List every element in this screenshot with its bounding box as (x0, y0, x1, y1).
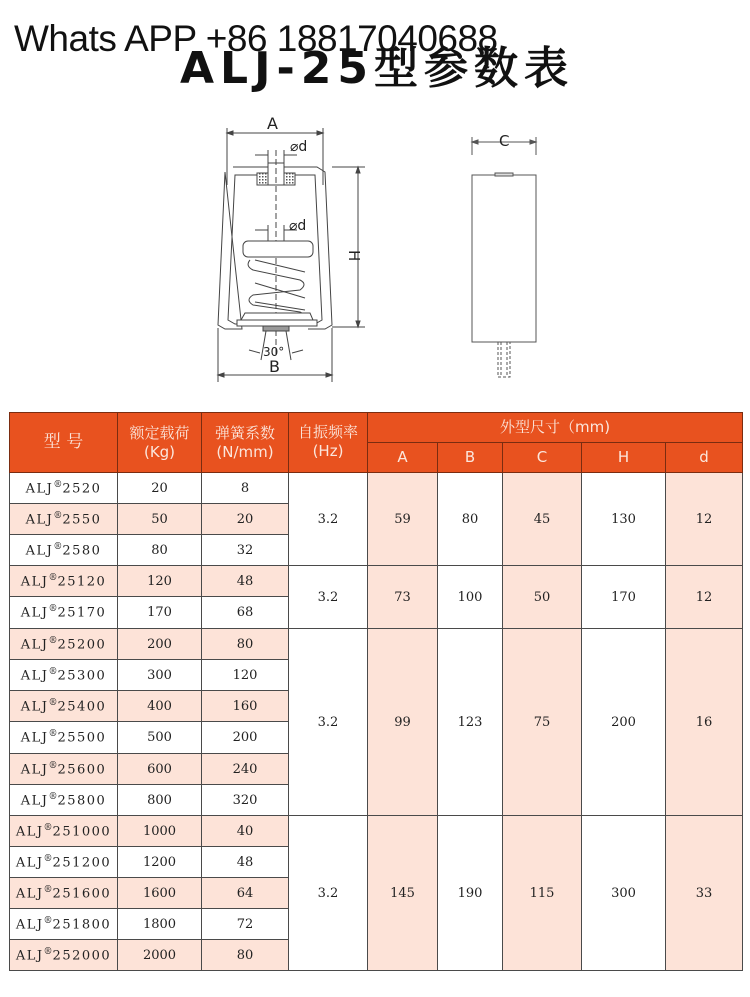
side-view-drawing (465, 125, 545, 385)
spring-rate-cell: 72 (202, 909, 289, 940)
rated-load-cell: 20 (118, 473, 202, 504)
dim-label-d-mid: ⌀d (289, 218, 307, 234)
page-title: ALJ-25型参数表 (180, 43, 574, 94)
registered-mark: ® (43, 915, 53, 926)
model-prefix: ALJ (15, 855, 44, 871)
natural-freq-cell: 3.2 (289, 473, 368, 566)
registered-mark: ® (43, 853, 53, 864)
whatsapp-contact-watermark: Whats APP +86 18817040688 (14, 18, 498, 59)
header-spring-rate (202, 413, 289, 473)
model-prefix: ALJ (15, 886, 44, 902)
model-cell (10, 691, 118, 722)
header-dim-d: d (666, 443, 743, 473)
spring-rate-cell: 120 (202, 660, 289, 691)
model-cell (10, 816, 118, 847)
dim-d-cell: 33 (666, 816, 743, 971)
table-row (10, 473, 743, 504)
model-prefix: ALJ (20, 730, 49, 746)
page-title-clipped (150, 43, 610, 94)
dim-b-cell: 190 (438, 816, 503, 971)
model-number: 25800 (57, 793, 107, 809)
model-number: 25120 (57, 574, 107, 590)
registered-mark: ® (53, 510, 63, 521)
model-number: 25200 (57, 637, 107, 653)
header-natural-freq (289, 413, 368, 473)
rated-load-cell: 2000 (118, 940, 202, 971)
header-spring-rate-label: 弹簧系数 (214, 423, 275, 442)
registered-mark: ® (48, 604, 58, 615)
model-cell (10, 473, 118, 504)
dim-a-cell: 59 (368, 473, 438, 566)
registered-mark: ® (48, 697, 58, 708)
spring-rate-cell: 320 (202, 785, 289, 816)
model-number: 251200 (52, 855, 112, 871)
front-view-drawing (205, 110, 370, 385)
dim-b-cell: 100 (438, 566, 503, 629)
dim-h-cell: 130 (582, 473, 666, 566)
model-number: 251800 (52, 917, 112, 933)
model-prefix: ALJ (20, 793, 49, 809)
spring-rate-cell: 64 (202, 878, 289, 909)
model-prefix: ALJ (20, 574, 49, 590)
rated-load-cell: 170 (118, 597, 202, 629)
header-dim-a: A (368, 443, 438, 473)
dim-label-d-top: ⌀d (290, 139, 308, 155)
model-prefix: ALJ (25, 543, 54, 559)
model-cell (10, 785, 118, 816)
dim-c-cell: 45 (503, 473, 582, 566)
registered-mark: ® (48, 760, 58, 771)
model-number: 252000 (52, 948, 112, 964)
natural-freq-cell: 3.2 (289, 816, 368, 971)
dim-a-cell: 99 (368, 629, 438, 816)
model-number: 25600 (57, 762, 107, 778)
spring-rate-cell: 240 (202, 754, 289, 785)
rated-load-cell: 200 (118, 629, 202, 660)
table-row (10, 816, 743, 847)
header-dim-b: B (438, 443, 503, 473)
model-cell (10, 566, 118, 597)
spring-rate-cell: 48 (202, 566, 289, 597)
registered-mark: ® (48, 666, 58, 677)
dim-label-c: C (499, 132, 510, 150)
model-prefix: ALJ (15, 917, 44, 933)
spring-rate-cell: 20 (202, 504, 289, 535)
rated-load-cell: 1600 (118, 878, 202, 909)
table-row (10, 629, 743, 660)
spring-rate-cell: 40 (202, 816, 289, 847)
dim-d-cell: 16 (666, 629, 743, 816)
model-prefix: ALJ (20, 699, 49, 715)
dim-c-cell: 75 (503, 629, 582, 816)
registered-mark: ® (48, 729, 58, 740)
spring-rate-cell: 80 (202, 629, 289, 660)
model-prefix: ALJ (20, 637, 49, 653)
dim-c-cell: 50 (503, 566, 582, 629)
dim-b-cell: 80 (438, 473, 503, 566)
spring-rate-cell: 8 (202, 473, 289, 504)
registered-mark: ® (48, 791, 58, 802)
spring-rate-cell: 32 (202, 535, 289, 566)
model-cell (10, 754, 118, 785)
model-prefix: ALJ (25, 481, 54, 497)
registered-mark: ® (48, 572, 58, 583)
model-prefix: ALJ (20, 762, 49, 778)
rated-load-cell: 120 (118, 566, 202, 597)
model-number: 25500 (57, 730, 107, 746)
spec-table (9, 412, 743, 971)
model-number: 25300 (57, 668, 107, 684)
model-cell (10, 847, 118, 878)
dim-a-cell: 73 (368, 566, 438, 629)
rated-load-cell: 600 (118, 754, 202, 785)
header-dim-c: C (503, 443, 582, 473)
header-rated-load-label: 额定载荷 (129, 423, 190, 442)
rated-load-cell: 800 (118, 785, 202, 816)
natural-freq-cell: 3.2 (289, 629, 368, 816)
spring-rate-cell: 80 (202, 940, 289, 971)
model-number: 251000 (52, 824, 112, 840)
spring-rate-cell: 48 (202, 847, 289, 878)
model-number: 251600 (52, 886, 112, 902)
dim-c-cell: 115 (503, 816, 582, 971)
dim-h-cell: 200 (582, 629, 666, 816)
rated-load-cell: 300 (118, 660, 202, 691)
model-cell (10, 504, 118, 535)
registered-mark: ® (48, 635, 58, 646)
model-prefix: ALJ (15, 948, 44, 964)
header-rated-load (118, 413, 202, 473)
registered-mark: ® (53, 479, 63, 490)
header-natural-freq-unit: (Hz) (312, 442, 344, 460)
dim-label-h: H (345, 250, 363, 262)
dim-b-cell: 123 (438, 629, 503, 816)
rated-load-cell: 50 (118, 504, 202, 535)
model-cell (10, 940, 118, 971)
dim-d-cell: 12 (666, 566, 743, 629)
model-prefix: ALJ (15, 824, 44, 840)
rated-load-cell: 1200 (118, 847, 202, 878)
dim-label-b: B (269, 357, 280, 376)
header-model: 型 号 (10, 413, 118, 473)
dim-label-angle: 30° (263, 345, 285, 359)
model-number: 2550 (62, 512, 102, 528)
header-spring-rate-unit: (N/mm) (216, 442, 274, 461)
rated-load-cell: 500 (118, 722, 202, 754)
dim-h-cell: 300 (582, 816, 666, 971)
spring-rate-cell: 160 (202, 691, 289, 722)
model-cell (10, 629, 118, 660)
model-number: 2520 (62, 481, 102, 497)
dim-label-a: A (267, 114, 278, 133)
natural-freq-cell: 3.2 (289, 566, 368, 629)
header-dim-h: H (582, 443, 666, 473)
header-natural-freq-label: 自振频率 (297, 423, 358, 441)
spring-rate-cell: 200 (202, 722, 289, 754)
dim-d-cell: 12 (666, 473, 743, 566)
registered-mark: ® (43, 884, 53, 895)
spring-rate-cell: 68 (202, 597, 289, 629)
registered-mark: ® (43, 822, 53, 833)
rated-load-cell: 1800 (118, 909, 202, 940)
model-prefix: ALJ (20, 668, 49, 684)
model-prefix: ALJ (25, 512, 54, 528)
header-dimensions: 外型尺寸（mm) (368, 413, 743, 443)
model-cell (10, 597, 118, 629)
header-rated-load-unit: (Kg) (143, 442, 176, 461)
model-cell (10, 660, 118, 691)
model-prefix: ALJ (20, 605, 49, 621)
dim-a-cell: 145 (368, 816, 438, 971)
model-cell (10, 535, 118, 566)
model-cell (10, 909, 118, 940)
registered-mark: ® (43, 946, 53, 957)
model-cell (10, 878, 118, 909)
rated-load-cell: 400 (118, 691, 202, 722)
table-row (10, 566, 743, 597)
registered-mark: ® (53, 541, 63, 552)
model-cell (10, 722, 118, 754)
rated-load-cell: 80 (118, 535, 202, 566)
rated-load-cell: 1000 (118, 816, 202, 847)
model-number: 2580 (62, 543, 102, 559)
model-number: 25170 (57, 605, 107, 621)
dim-h-cell: 170 (582, 566, 666, 629)
model-number: 25400 (57, 699, 107, 715)
